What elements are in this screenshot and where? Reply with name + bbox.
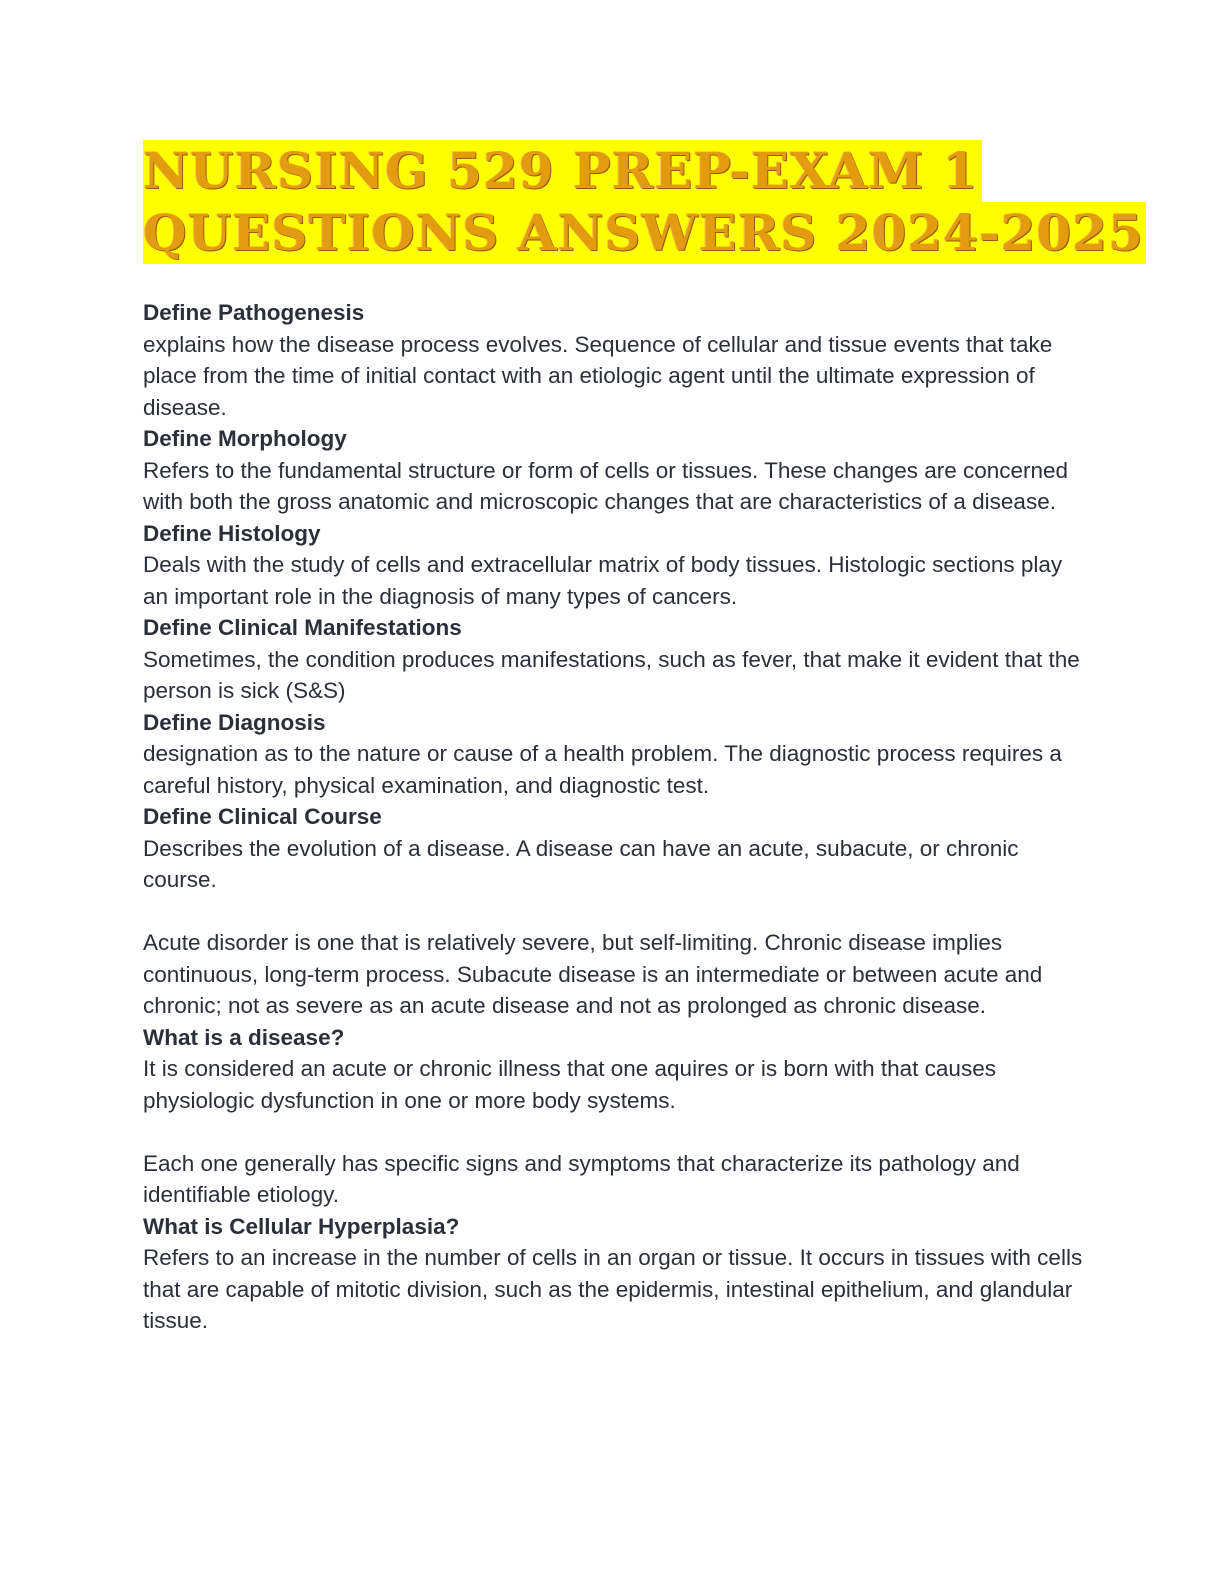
answer-paragraph: It is considered an acute or chronic illness that one aquires or is born with that causes physiologic dysfunction in one or more body systems. xyxy=(143,1056,996,1113)
question-heading: Define Diagnosis xyxy=(143,709,326,735)
question-heading: Define Morphology xyxy=(143,426,347,451)
answer-paragraph: Sometimes, the condition produces manifestations, such as fever, that make it evident that the person is sick (S&S) xyxy=(143,646,1080,703)
document-title xyxy=(143,140,1144,264)
question-heading: What is a disease? xyxy=(143,1024,345,1050)
qa-entry-diagnosis xyxy=(143,707,1083,802)
qa-entry-morphology xyxy=(143,423,1083,518)
title-line-2: QUESTIONS ANSWERS 2024-2025 xyxy=(143,203,1144,262)
answer-paragraph: Refers to the fundamental structure or form of cells or tissues. These changes are concerned with both the gross anatomic and microscopic changes that are characteristics of a disease. xyxy=(143,457,1069,514)
title-line-1: NURSING 529 PREP-EXAM 1 xyxy=(143,140,982,202)
answer-paragraph: Refers to an increase in the number of cells in an organ or tissue. It occurs in tissues with cells that are capable of mitotic division, such as the epidermis, intestinal epithelium, and glandular tissue. xyxy=(143,1245,1083,1333)
question-heading: What is Cellular Hyperplasia? xyxy=(143,1213,460,1239)
question-heading: Define Pathogenesis xyxy=(143,300,365,325)
qa-entry-histology xyxy=(143,518,1083,613)
answer-paragraph: explains how the disease process evolves. Sequence of cellular and tissue events that take place from the time of initial contact with an etiologic agent until the ultimate expression of disease. xyxy=(143,331,1053,420)
paragraph-gap xyxy=(143,1116,1083,1148)
qa-entry-disease xyxy=(143,1022,1083,1211)
question-heading: Define Clinical Course xyxy=(143,804,382,829)
paragraph-gap xyxy=(143,896,1083,928)
question-heading: Define Histology xyxy=(143,520,321,546)
answer-paragraph: Each one generally has specific signs and symptoms that characterize its pathology and identifiable etiology. xyxy=(143,1150,1020,1207)
question-heading: Define Clinical Manifestations xyxy=(143,615,462,640)
answer-paragraph: Acute disorder is one that is relatively severe, but self-limiting. Chronic disease implies continuous, long-term process. Subacute disease is an intermediate or between acute and chronic; not as severe as an acute disease and not as prolonged as chronic disease. xyxy=(143,930,1043,1018)
answer-paragraph: designation as to the nature or cause of a health problem. The diagnostic process requires a careful history, physical examination, and diagnostic test. xyxy=(143,741,1062,798)
qa-entry-clinical-manifestations xyxy=(143,612,1083,707)
answer-paragraph: Deals with the study of cells and extracellular matrix of body tissues. Histologic sections play an important role in the diagnosis of many types of cancers. xyxy=(143,552,1063,609)
answer-paragraph: Describes the evolution of a disease. A disease can have an acute, subacute, or chronic course. xyxy=(143,835,1019,892)
qa-entry-pathogenesis xyxy=(143,297,1083,423)
qa-entry-clinical-course xyxy=(143,801,1083,1022)
qa-entry-cellular-hyperplasia xyxy=(143,1211,1083,1337)
qa-content xyxy=(143,297,1083,1337)
